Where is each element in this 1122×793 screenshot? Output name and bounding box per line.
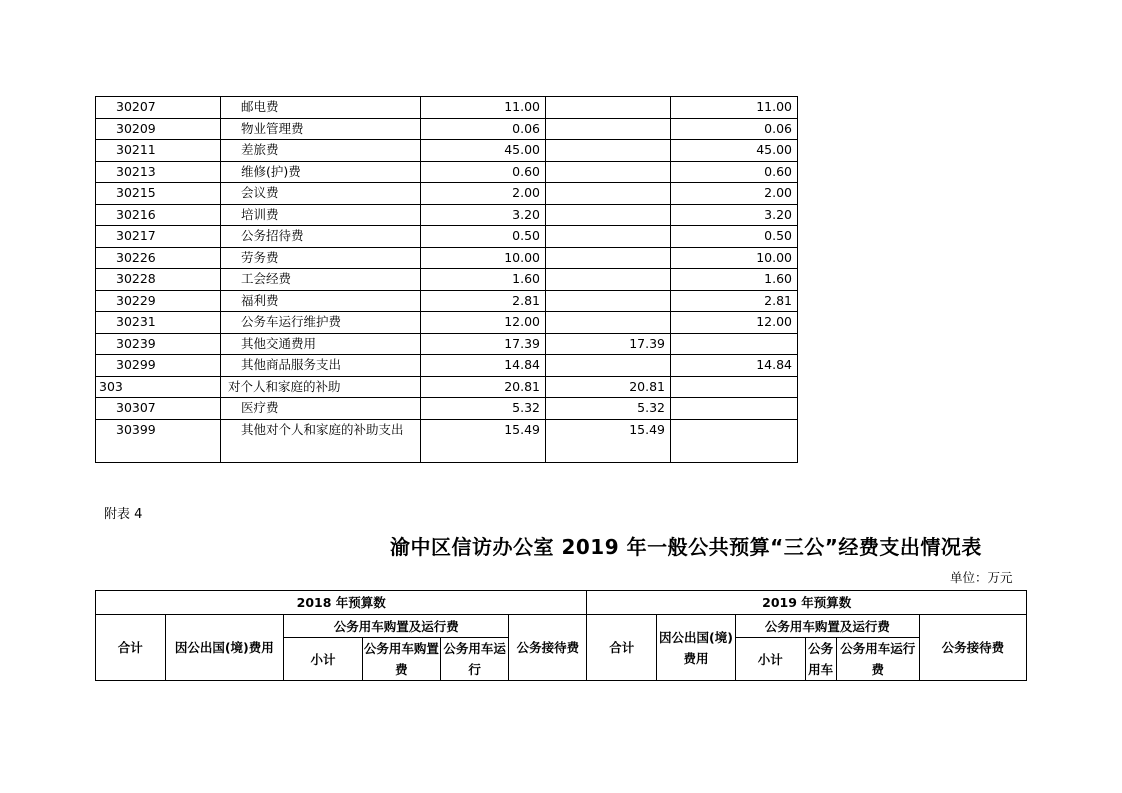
expense-basic: 15.49 (546, 419, 671, 462)
expense-project (671, 398, 798, 420)
expense-basic: 5.32 (546, 398, 671, 420)
header-2018-purchase: 公务用车购置费 (362, 638, 440, 681)
expense-name: 公务招待费 (221, 226, 421, 248)
expense-total: 3.20 (421, 204, 546, 226)
expense-code: 30207 (96, 97, 221, 119)
expense-code: 30399 (96, 419, 221, 462)
expense-basic: 20.81 (546, 376, 671, 398)
expense-total: 0.50 (421, 226, 546, 248)
expense-total: 1.60 (421, 269, 546, 291)
table-row (96, 290, 798, 312)
expense-name: 对个人和家庭的补助 (221, 376, 421, 398)
header-2019-abroad: 因公出国(境)费用 (657, 615, 736, 681)
expense-name: 福利费 (221, 290, 421, 312)
table-row (96, 118, 798, 140)
expense-basic (546, 312, 671, 334)
expense-total: 45.00 (421, 140, 546, 162)
header-2018-reception: 公务接待费 (509, 615, 587, 681)
expense-project: 0.50 (671, 226, 798, 248)
table-row (96, 183, 798, 205)
expense-basic (546, 355, 671, 377)
header-2018-operation: 公务用车运行 (440, 638, 509, 681)
table-row (96, 140, 798, 162)
header-2019-total: 合计 (587, 615, 657, 681)
unit-label: 单位：万元 (950, 570, 1013, 585)
expense-name: 劳务费 (221, 247, 421, 269)
expense-name: 差旅费 (221, 140, 421, 162)
expense-total: 20.81 (421, 376, 546, 398)
header-2019-purchase: 公务用车 (805, 638, 836, 681)
expense-total: 12.00 (421, 312, 546, 334)
expense-basic (546, 269, 671, 291)
expense-code: 30307 (96, 398, 221, 420)
expense-basic: 17.39 (546, 333, 671, 355)
expense-project: 14.84 (671, 355, 798, 377)
expense-code: 30299 (96, 355, 221, 377)
expense-project (671, 419, 798, 462)
expense-name: 其他对个人和家庭的补助支出 (221, 419, 421, 462)
expense-code: 30213 (96, 161, 221, 183)
header-2018-subtotal: 小计 (284, 638, 363, 681)
three-public-expense-table (95, 590, 1027, 681)
table-row (96, 204, 798, 226)
expense-code: 30228 (96, 269, 221, 291)
expense-basic (546, 226, 671, 248)
expense-project: 11.00 (671, 97, 798, 119)
table-row (96, 247, 798, 269)
table-row (96, 269, 798, 291)
expense-name: 邮电费 (221, 97, 421, 119)
expense-code: 30209 (96, 118, 221, 140)
expense-total: 14.84 (421, 355, 546, 377)
expense-project: 45.00 (671, 140, 798, 162)
table-row (96, 226, 798, 248)
expense-total: 10.00 (421, 247, 546, 269)
expense-code: 30216 (96, 204, 221, 226)
header-2019-budget: 2019 年预算数 (587, 591, 1027, 615)
expense-total: 2.81 (421, 290, 546, 312)
header-2018-abroad: 因公出国(境)费用 (165, 615, 283, 681)
expense-project: 3.20 (671, 204, 798, 226)
expense-code: 30226 (96, 247, 221, 269)
expense-name: 维修(护)费 (221, 161, 421, 183)
table-row (96, 355, 798, 377)
expense-project: 2.81 (671, 290, 798, 312)
table-row (96, 312, 798, 334)
attachment-label: 附表 4 (104, 507, 143, 522)
expense-name: 医疗费 (221, 398, 421, 420)
expense-basic (546, 97, 671, 119)
expense-total: 5.32 (421, 398, 546, 420)
header-2018-budget: 2018 年预算数 (96, 591, 587, 615)
expense-code: 30211 (96, 140, 221, 162)
expense-code: 30229 (96, 290, 221, 312)
expense-name: 培训费 (221, 204, 421, 226)
expense-project: 1.60 (671, 269, 798, 291)
expense-name: 会议费 (221, 183, 421, 205)
table-row (96, 161, 798, 183)
expense-detail-body (96, 97, 798, 463)
expense-name: 公务车运行维护费 (221, 312, 421, 334)
expense-project (671, 333, 798, 355)
expense-basic (546, 247, 671, 269)
header-2018-total: 合计 (96, 615, 166, 681)
expense-total: 0.60 (421, 161, 546, 183)
expense-basic (546, 204, 671, 226)
expense-detail-table (95, 96, 798, 463)
expense-project: 2.00 (671, 183, 798, 205)
expense-basic (546, 183, 671, 205)
header-2019-operation: 公务用车运行费 (836, 638, 919, 681)
expense-total: 11.00 (421, 97, 546, 119)
table-row (96, 376, 798, 398)
expense-project: 10.00 (671, 247, 798, 269)
expense-name: 其他商品服务支出 (221, 355, 421, 377)
header-2019-subtotal: 小计 (735, 638, 805, 681)
table-row (96, 333, 798, 355)
page-title: 渝中区信访办公室 2019 年一般公共预算“三公”经费支出情况表 (390, 535, 982, 559)
header-2019-reception: 公务接待费 (919, 615, 1026, 681)
expense-code: 30231 (96, 312, 221, 334)
expense-project: 0.60 (671, 161, 798, 183)
expense-basic (546, 290, 671, 312)
expense-total: 17.39 (421, 333, 546, 355)
expense-basic (546, 161, 671, 183)
expense-project: 12.00 (671, 312, 798, 334)
table-row (96, 419, 798, 462)
expense-total: 0.06 (421, 118, 546, 140)
expense-code: 30215 (96, 183, 221, 205)
expense-name: 物业管理费 (221, 118, 421, 140)
expense-basic (546, 118, 671, 140)
table-row (96, 398, 798, 420)
table-row (96, 97, 798, 119)
expense-code: 303 (96, 376, 221, 398)
header-2018-vehicle-group: 公务用车购置及运行费 (284, 615, 509, 638)
expense-name: 其他交通费用 (221, 333, 421, 355)
expense-project (671, 376, 798, 398)
expense-code: 30217 (96, 226, 221, 248)
expense-total: 15.49 (421, 419, 546, 462)
expense-total: 2.00 (421, 183, 546, 205)
header-2019-vehicle-group: 公务用车购置及运行费 (735, 615, 919, 638)
expense-project: 0.06 (671, 118, 798, 140)
expense-basic (546, 140, 671, 162)
expense-name: 工会经费 (221, 269, 421, 291)
expense-code: 30239 (96, 333, 221, 355)
